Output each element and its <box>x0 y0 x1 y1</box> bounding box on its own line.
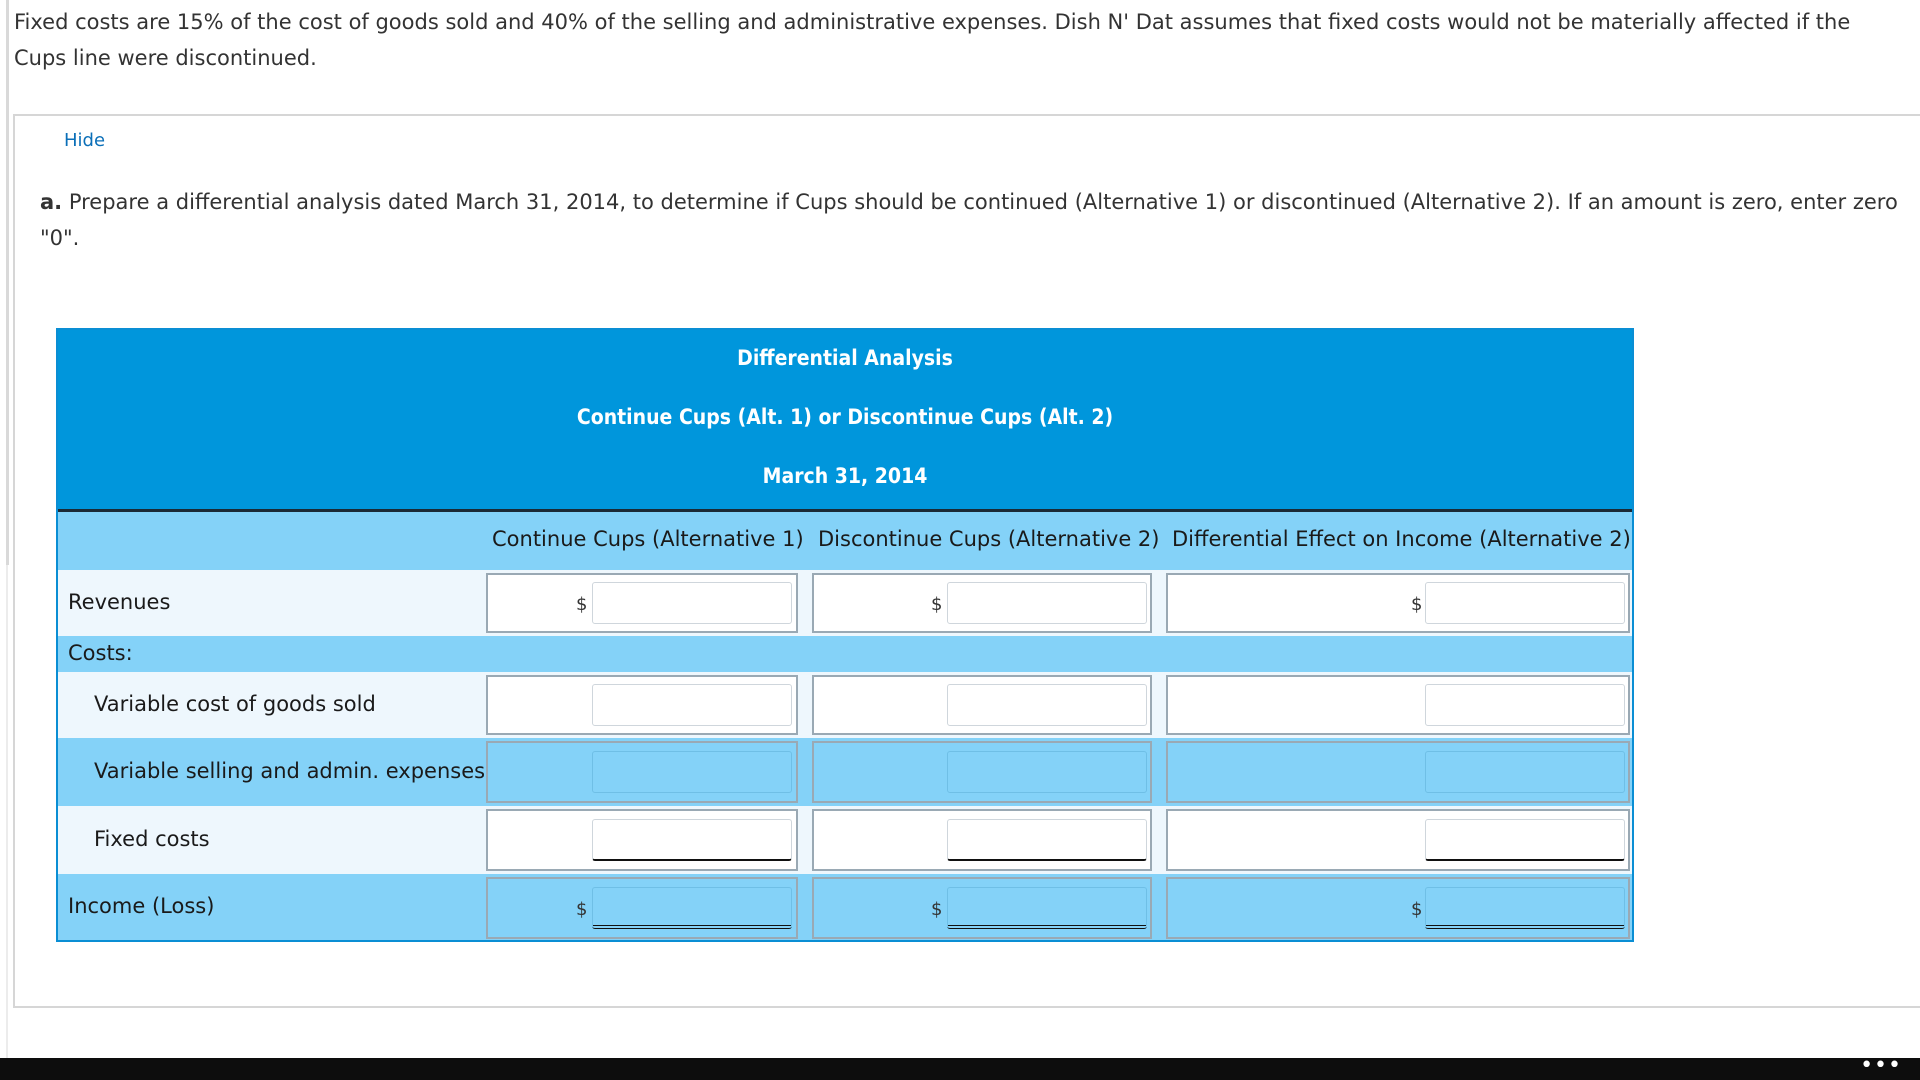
scroll-rule <box>6 0 9 565</box>
income-alt2-cell <box>812 877 1152 939</box>
income-diff-input[interactable] <box>1425 887 1625 929</box>
fixed-costs-label: Fixed costs <box>94 827 210 851</box>
variable-selling-alt1-input[interactable] <box>592 751 792 793</box>
costs-label: Costs: <box>68 641 133 665</box>
revenues-label: Revenues <box>68 590 171 614</box>
fixed-costs-alt2-input[interactable] <box>947 819 1147 861</box>
dollar-sign: $ <box>931 899 943 920</box>
income-diff-cell <box>1166 877 1630 939</box>
variable-cogs-diff-cell <box>1166 675 1630 735</box>
revenues-alt1-cell <box>486 573 798 633</box>
column-header-row <box>58 512 1632 570</box>
costs-row <box>58 636 1632 672</box>
variable-cogs-alt1-input[interactable] <box>592 684 792 726</box>
fixed-costs-row <box>58 806 1632 874</box>
dollar-sign: $ <box>576 594 588 615</box>
column-header-alt2: Discontinue Cups (Alternative 2) <box>818 527 1160 551</box>
analysis-subtitle: Continue Cups (Alt. 1) or Discontinue Cups (Alt. 2) <box>576 405 1114 429</box>
dollar-sign: $ <box>1411 594 1423 615</box>
fixed-costs-diff-input[interactable] <box>1425 819 1625 861</box>
variable-cogs-label: Variable cost of goods sold <box>94 692 376 716</box>
more-options-icon[interactable]: ••• <box>1860 1053 1902 1078</box>
income-alt1-input[interactable] <box>592 887 792 929</box>
bottom-toolbar <box>0 1053 1920 1080</box>
differential-analysis-table <box>56 328 1634 942</box>
variable-cogs-diff-input[interactable] <box>1425 684 1625 726</box>
analysis-title: Differential Analysis <box>737 346 953 370</box>
question-text <box>40 184 1910 256</box>
variable-selling-alt2-input[interactable] <box>947 751 1147 793</box>
intro-text: Fixed costs are 15% of the cost of goods sold and 40% of the selling and administrative expenses. Dish N' Dat assumes that fixed costs would not be materially affected if the Cups line were discontinued. <box>14 10 1851 70</box>
revenues-alt2-input[interactable] <box>947 582 1147 624</box>
variable-selling-label: Variable selling and admin. expenses <box>94 759 486 783</box>
revenues-alt1-input[interactable] <box>592 582 792 624</box>
fixed-costs-diff-cell <box>1166 809 1630 871</box>
dollar-sign: $ <box>931 594 943 615</box>
dollar-sign: $ <box>1411 899 1423 920</box>
hide-link[interactable]: Hide <box>64 130 106 151</box>
fixed-costs-alt1-input[interactable] <box>592 819 792 861</box>
revenues-diff-input[interactable] <box>1425 582 1625 624</box>
revenues-diff-cell <box>1166 573 1630 633</box>
fixed-costs-alt1-cell <box>486 809 798 871</box>
variable-selling-alt1-cell <box>486 741 798 803</box>
income-alt1-cell <box>486 877 798 939</box>
column-header-alt1: Continue Cups (Alternative 1) <box>492 527 804 551</box>
income-alt2-input[interactable] <box>947 887 1147 929</box>
variable-selling-alt2-cell <box>812 741 1152 803</box>
variable-selling-diff-input[interactable] <box>1425 751 1625 793</box>
variable-cogs-alt1-cell <box>486 675 798 735</box>
scroll-rule-lower <box>6 565 8 1060</box>
variable-cogs-row <box>58 672 1632 738</box>
analysis-header <box>58 330 1632 512</box>
question-marker: a. <box>40 190 63 214</box>
question-body: Prepare a differential analysis dated March 31, 2014, to determine if Cups should be continued (Alternative 1) or discontinued (Alternative 2). If an amount is zero, enter zero "0". <box>40 190 1898 250</box>
revenues-alt2-cell <box>812 573 1152 633</box>
variable-cogs-alt2-input[interactable] <box>947 684 1147 726</box>
column-header-differential: Differential Effect on Income (Alternative 2) <box>1172 527 1631 551</box>
variable-cogs-alt2-cell <box>812 675 1152 735</box>
analysis-date: March 31, 2014 <box>762 464 928 488</box>
income-label: Income (Loss) <box>68 894 215 918</box>
variable-selling-row <box>58 738 1632 806</box>
variable-selling-diff-cell <box>1166 741 1630 803</box>
dollar-sign: $ <box>576 899 588 920</box>
fixed-costs-alt2-cell <box>812 809 1152 871</box>
revenues-row <box>58 570 1632 636</box>
income-row <box>58 874 1632 940</box>
